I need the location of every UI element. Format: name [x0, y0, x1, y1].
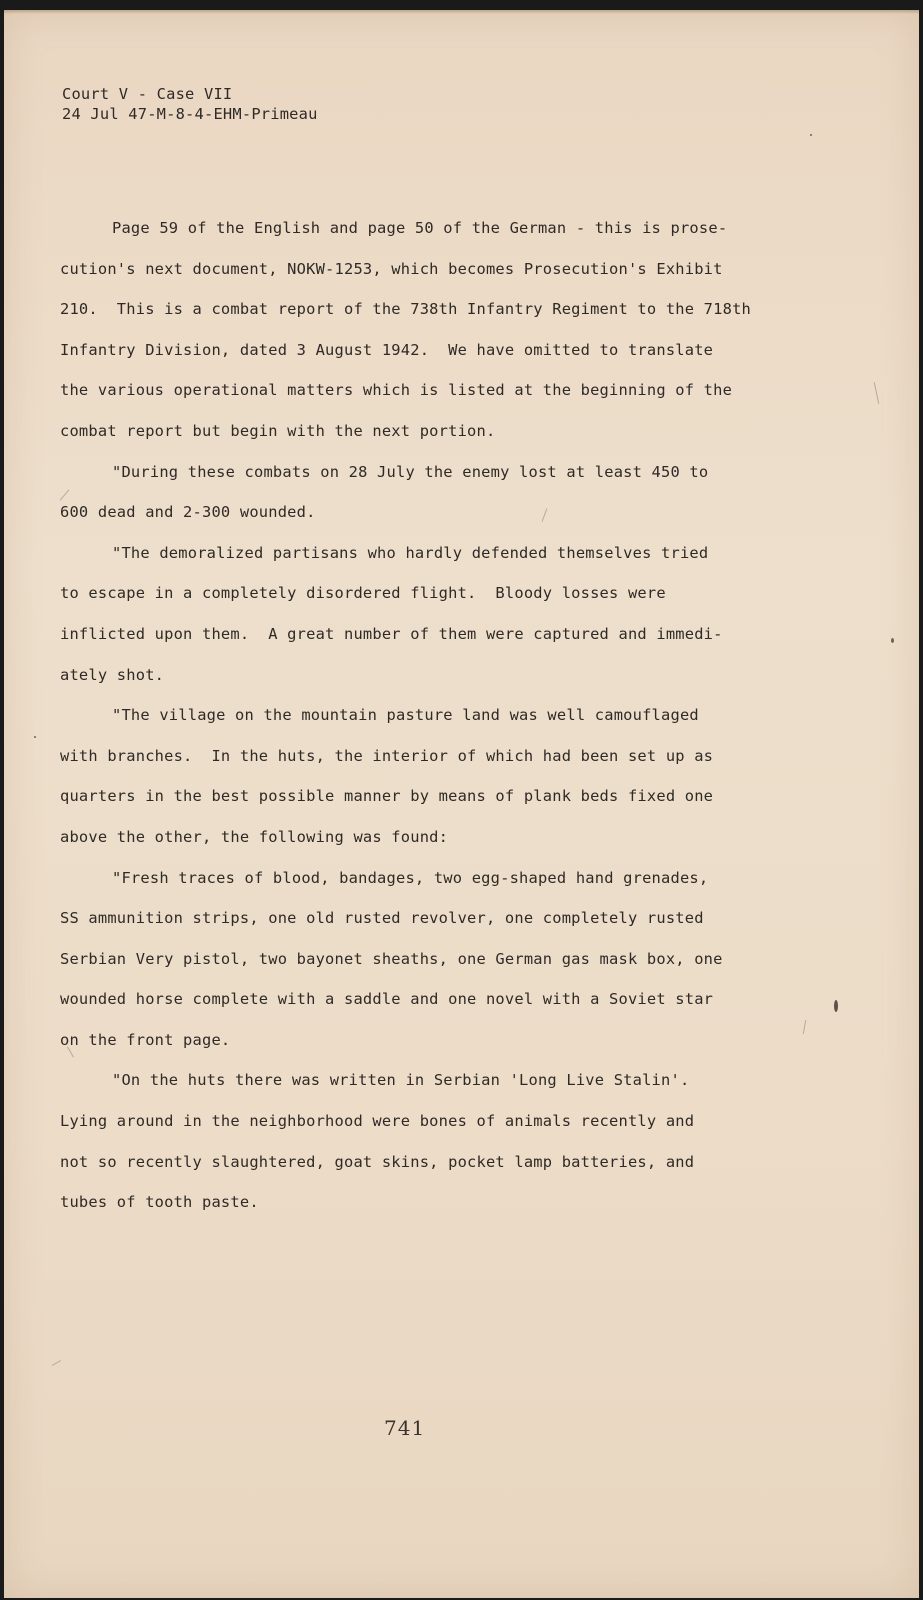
paper-speck	[34, 736, 36, 738]
text-line: Infantry Division, dated 3 August 1942. We have omitted to translate	[60, 340, 714, 359]
date-reference-line: 24 Jul 47-M-8-4-EHM-Primeau	[62, 105, 318, 123]
text-line: combat report but begin with the next portion.	[60, 421, 496, 440]
text-line: "On the huts there was written in Serbian 'Long Live Stalin'.	[112, 1071, 690, 1090]
document-header	[62, 84, 318, 124]
text-line: tubes of tooth paste.	[60, 1193, 259, 1212]
text-line: "The demoralized partisans who hardly defended themselves tried	[112, 543, 709, 562]
text-line: above the other, the following was found:	[60, 827, 449, 846]
paragraph-4	[60, 695, 820, 857]
paragraph-2	[60, 452, 820, 533]
text-line: Page 59 of the English and page 50 of the German - this is prose-	[112, 219, 728, 237]
text-line: the various operational matters which is listed at the beginning of the	[60, 381, 733, 400]
text-line: Serbian Very pistol, two bayonet sheaths, one German gas mask box, one	[60, 949, 723, 968]
text-line: "The village on the mountain pasture land was well camouflaged	[112, 706, 699, 725]
text-line: Lying around in the neighborhood were bones of animals recently and	[60, 1112, 695, 1131]
paper-speck	[891, 638, 894, 643]
text-line: "Fresh traces of blood, bandages, two egg-shaped hand grenades,	[112, 868, 709, 887]
transcript-body	[60, 208, 820, 1223]
text-line: 210. This is a combat report of the 738th Infantry Regiment to the 718th	[60, 300, 752, 319]
paragraph-1	[60, 208, 820, 452]
text-line: quarters in the best possible manner by means of plank beds fixed one	[60, 787, 714, 806]
text-line: "During these combats on 28 July the enemy lost at least 450 to	[112, 462, 709, 481]
text-line: inflicted upon them. A great number of them were captured and immedi-	[60, 624, 723, 643]
text-line: SS ammunition strips, one old rusted revolver, one completely rusted	[60, 909, 704, 928]
text-line: not so recently slaughtered, goat skins, pocket lamp batteries, and	[60, 1152, 695, 1171]
text-line: wounded horse complete with a saddle and one novel with a Soviet star	[60, 990, 714, 1009]
paper-speck	[834, 1000, 838, 1012]
text-line: cution's next document, NOKW-1253, which becomes Prosecution's Exhibit	[60, 259, 723, 278]
paragraph-3	[60, 533, 820, 695]
page-number: 741	[384, 1416, 426, 1440]
text-line: ately shot.	[60, 665, 165, 684]
paper-scratch	[874, 382, 880, 404]
text-line: on the front page.	[60, 1030, 231, 1049]
page-edge-shadow	[4, 10, 919, 14]
text-line: to escape in a completely disordered flight. Bloody losses were	[60, 584, 666, 603]
paragraph-6	[60, 1060, 820, 1222]
paragraph-5	[60, 858, 820, 1061]
text-line: with branches. In the huts, the interior of which had been set up as	[60, 746, 714, 765]
paper-speck	[810, 134, 812, 136]
document-page	[4, 10, 919, 1598]
case-line: Court V - Case VII	[62, 85, 233, 103]
text-line: 600 dead and 2-300 wounded.	[60, 503, 316, 522]
paper-scratch	[52, 1360, 61, 1366]
